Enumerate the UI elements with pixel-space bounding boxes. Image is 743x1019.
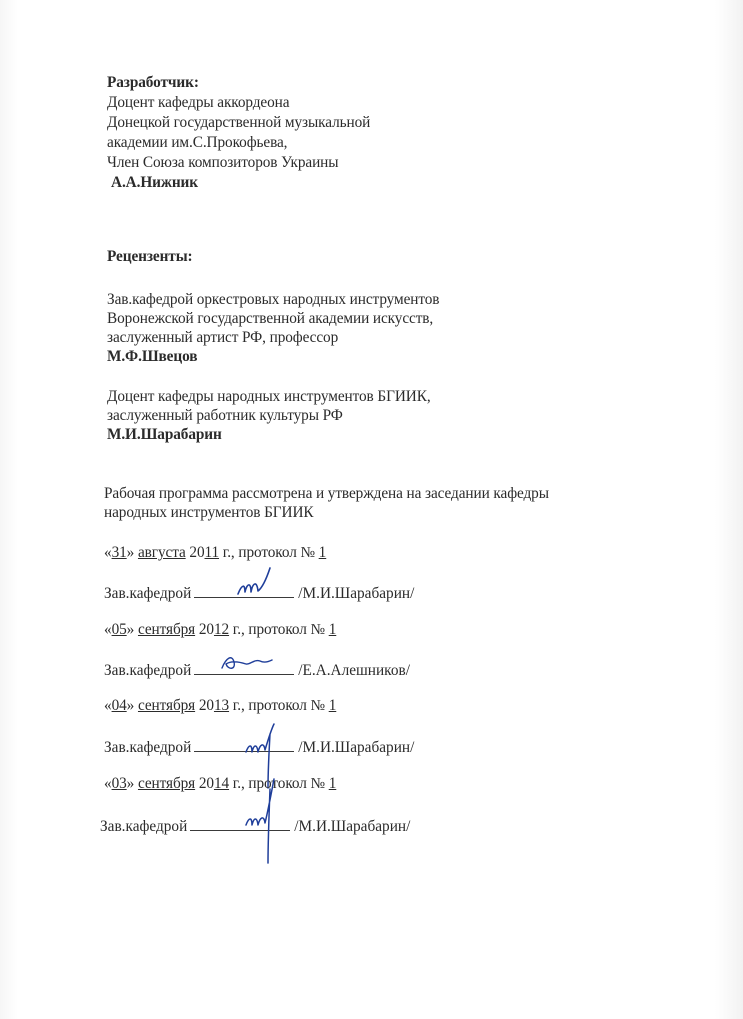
- signature-line: [194, 737, 294, 752]
- protocol-tail: г., протокол №: [229, 775, 329, 792]
- year-suffix: 11: [204, 544, 220, 561]
- protocol-number: 1: [318, 544, 327, 561]
- protocol-day: 03: [111, 775, 127, 792]
- developer-line: Доцент кафедры аккордеона: [107, 94, 290, 111]
- protocol-date: [104, 620, 336, 639]
- quote-open: «: [104, 775, 112, 792]
- head-signature-row: [104, 583, 414, 603]
- protocol-date: [104, 543, 326, 562]
- year-suffix: 12: [213, 621, 230, 638]
- developer-name: А.А.Нижник: [111, 174, 198, 191]
- protocol-number: 1: [328, 621, 337, 638]
- signature-line: [190, 816, 290, 831]
- signer-name: /М.И.Шарабарин/: [298, 739, 415, 756]
- reviewer1-line: Воронежской государственной академии искусств,: [107, 310, 434, 327]
- protocol-date: [104, 696, 336, 715]
- year-suffix: 13: [213, 697, 230, 714]
- quote-close: »: [126, 697, 135, 714]
- year-prefix: 20: [198, 775, 214, 792]
- head-label: Зав.кафедрой: [104, 662, 192, 679]
- signer-name: /М.И.Шарабарин/: [294, 818, 411, 835]
- protocol-tail: г., протокол №: [219, 544, 319, 561]
- head-signature-row: [100, 816, 410, 836]
- year-prefix: 20: [198, 697, 214, 714]
- quote-open: «: [104, 697, 112, 714]
- developer-line: Член Союза композиторов Украины: [107, 154, 339, 171]
- signature-line: [194, 660, 294, 675]
- quote-open: «: [104, 544, 112, 561]
- head-label: Зав.кафедрой: [104, 739, 192, 756]
- protocol-day: 31: [111, 544, 127, 561]
- quote-close: »: [126, 621, 135, 638]
- protocol-month: сентября: [137, 621, 196, 638]
- protocol-tail: г., протокол №: [229, 621, 329, 638]
- head-signature-row: [104, 737, 414, 757]
- quote-close: »: [126, 775, 135, 792]
- protocol-month: августа: [137, 544, 186, 561]
- developer-line: Донецкой государственной музыкальной: [107, 114, 371, 131]
- reviewer1-line: Зав.кафедрой оркестровых народных инструментов: [107, 291, 440, 308]
- approval-line: народных инструментов БГИИК: [104, 504, 314, 521]
- signer-name: /Е.А.Алешников/: [298, 662, 410, 679]
- reviewer1-line: заслуженный артист РФ, профессор: [107, 329, 339, 346]
- protocol-day: 05: [111, 621, 127, 638]
- signer-name: /М.И.Шарабарин/: [298, 585, 415, 602]
- quote-close: »: [126, 544, 135, 561]
- head-label: Зав.кафедрой: [104, 585, 192, 602]
- reviewers-heading: Рецензенты:: [107, 248, 193, 265]
- reviewer2-name: М.И.Шарабарин: [107, 426, 222, 443]
- developer-line: академии им.С.Прокофьева,: [107, 134, 288, 151]
- protocol-month: сентября: [137, 775, 196, 792]
- protocol-date: [104, 774, 336, 793]
- signature-line: [194, 583, 294, 598]
- protocol-number: 1: [328, 697, 337, 714]
- reviewer2-line: Доцент кафедры народных инструментов БГИИК,: [107, 388, 431, 405]
- year-suffix: 14: [213, 775, 230, 792]
- approval-line: Рабочая программа рассмотрена и утверждена на заседании кафедры: [104, 485, 549, 502]
- head-label: Зав.кафедрой: [100, 818, 188, 835]
- protocol-tail: г., протокол №: [229, 697, 329, 714]
- year-prefix: 20: [198, 621, 214, 638]
- reviewer1-name: М.Ф.Швецов: [107, 348, 198, 365]
- developer-heading: Разработчик:: [107, 74, 199, 91]
- year-prefix: 20: [189, 544, 205, 561]
- protocol-month: сентября: [137, 697, 196, 714]
- protocol-day: 04: [111, 697, 127, 714]
- quote-open: «: [104, 621, 112, 638]
- reviewer2-line: заслуженный работник культуры РФ: [107, 407, 343, 424]
- head-signature-row: [104, 660, 410, 680]
- protocol-number: 1: [328, 775, 337, 792]
